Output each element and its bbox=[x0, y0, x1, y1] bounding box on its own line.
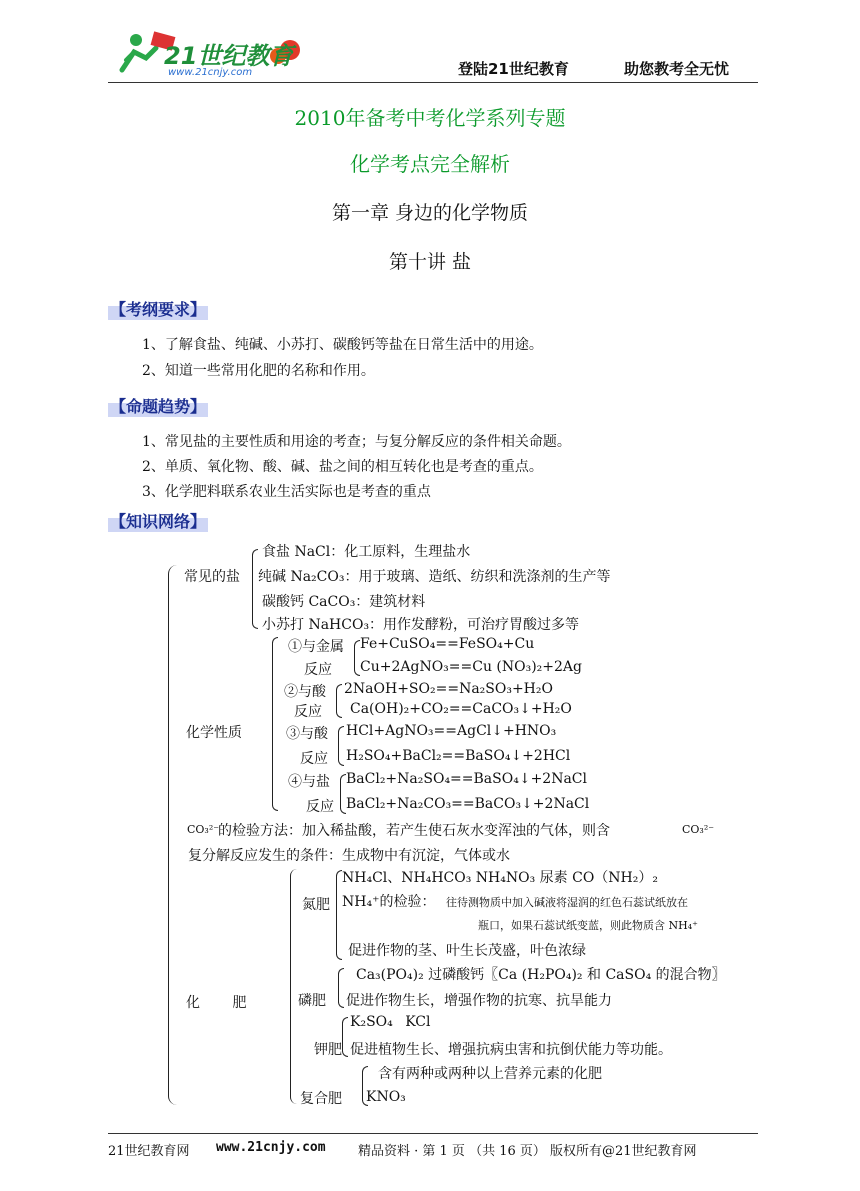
common-salt-label: 常见的盐 bbox=[184, 569, 240, 585]
compound-item: 含有两种或两种以上营养元素的化肥 bbox=[378, 1066, 602, 1082]
nitrogen-item: NH₄⁺的检验： bbox=[342, 894, 436, 910]
phosphorus-item: Ca₃(PO₄)₂ 过磷酸钙〖Ca (H₂PO₄)₂ 和 CaSO₄ 的混合物〗 bbox=[356, 967, 726, 983]
co3-formula: CO₃²⁻ bbox=[682, 823, 715, 836]
logo-url-text: www.21cnjy.com bbox=[168, 67, 253, 78]
nitrogen-item: NH₄Cl、NH₄HCO₃ NH₄NO₃ 尿素 CO（NH₂）₂ bbox=[342, 870, 658, 886]
reaction-label: 反应 bbox=[300, 751, 328, 767]
title-analysis: 化学考点完全解析 bbox=[350, 152, 510, 176]
footer-site: 21世纪教育网 bbox=[108, 1144, 190, 1159]
compound-label: 复合肥 bbox=[300, 1091, 342, 1107]
reaction-label: 反应 bbox=[304, 662, 332, 678]
common-salt-item: 食盐 NaCl：化工原料，生理盐水 bbox=[262, 544, 471, 560]
footer-info: 精品资料 · 第 1 页 （共 16 页） 版权所有@21世纪教育网 bbox=[358, 1144, 697, 1159]
section-trends: 【命题趋势】 bbox=[108, 394, 208, 417]
phosphorus-label: 磷肥 bbox=[298, 993, 326, 1009]
equation: BaCl₂+Na₂CO₃==BaCO₃↓+2NaCl bbox=[346, 796, 590, 812]
header-slogan-left: 登陆21世纪教育 bbox=[458, 60, 569, 78]
header-slogan-right: 助您教考全无忧 bbox=[624, 60, 730, 78]
common-salt-item: 碳酸钙 CaCO₃：建筑材料 bbox=[262, 594, 426, 610]
nitrogen-item: 促进作物的茎、叶生长茂盛，叶色浓绿 bbox=[348, 943, 586, 959]
section-requirements: 【考纲要求】 bbox=[108, 297, 208, 320]
phosphorus-bracket bbox=[338, 968, 344, 1008]
reaction-label: 反应 bbox=[294, 704, 322, 720]
equation: H₂SO₄+BaCl₂==BaSO₄↓+2HCl bbox=[346, 748, 571, 764]
potassium-bracket bbox=[342, 1017, 348, 1057]
common-salt-item: 纯碱 Na₂CO₃：用于玻璃、造纸、纺织和洗涤剂的生产等 bbox=[258, 569, 611, 585]
compound-item: KNO₃ bbox=[366, 1089, 406, 1105]
equation: Fe+CuSO₄==FeSO₄+Cu bbox=[360, 636, 535, 652]
fertilizer-brace bbox=[290, 869, 297, 1104]
fertilizer-label: 化 肥 bbox=[186, 995, 247, 1011]
reaction-label: ④与盐 bbox=[288, 774, 330, 790]
common-salt-item: 小苏打 NaHCO₃：用作发酵粉，可治疗胃酸过多等 bbox=[262, 617, 580, 633]
reaction-label: ②与酸 bbox=[284, 684, 326, 700]
chem-prop-bracket bbox=[272, 637, 278, 811]
title-chapter: 第一章 身边的化学物质 bbox=[331, 202, 529, 224]
co3-formula: CO₃²⁻ bbox=[187, 823, 220, 836]
potassium-item: K₂SO₄ KCl bbox=[350, 1014, 431, 1030]
equation: 2NaOH+SO₂==Na₂SO₃+H₂O bbox=[344, 681, 553, 697]
footer-rule bbox=[108, 1133, 758, 1134]
reaction-label: ①与金属 bbox=[288, 639, 344, 655]
reaction-label: 反应 bbox=[306, 799, 334, 815]
equation: BaCl₂+Na₂SO₄==BaSO₄↓+2NaCl bbox=[346, 771, 587, 787]
requirement-item: 1、了解食盐、纯碱、小苏打、碳酸钙等盐在日常生活中的用途。 bbox=[142, 337, 543, 353]
double-decomp-condition: 复分解反应发生的条件：生成物中有沉淀，气体或水 bbox=[188, 848, 510, 864]
reaction-label: ③与酸 bbox=[286, 726, 328, 742]
equation: Ca(OH)₂+CO₂==CaCO₃↓+H₂O bbox=[350, 701, 572, 717]
nitrogen-item: 瓶口，如果石蕊试纸变蓝，则此物质含 NH₄⁺ bbox=[478, 919, 698, 932]
section-network: 【知识网络】 bbox=[108, 509, 208, 532]
trend-item: 1、常见盐的主要性质和用途的考查；与复分解反应的条件相关命题。 bbox=[142, 434, 571, 450]
outer-brace bbox=[168, 565, 177, 1105]
title-lecture: 第十讲 盐 bbox=[388, 251, 472, 273]
equation: Cu+2AgNO₃==Cu (NO₃)₂+2Ag bbox=[360, 659, 583, 675]
logo bbox=[112, 30, 302, 82]
phosphorus-item: 促进作物生长，增强作物的抗寒、抗旱能力 bbox=[346, 993, 612, 1009]
requirement-item: 2、知道一些常用化肥的名称和作用。 bbox=[142, 363, 375, 379]
trend-item: 3、化学肥料联系农业生活实际也是考查的重点 bbox=[142, 484, 431, 500]
header-rule bbox=[108, 82, 758, 83]
potassium-item: 促进植物生长、增强抗病虫害和抗倒伏能力等功能。 bbox=[350, 1042, 672, 1058]
reaction-bracket bbox=[338, 726, 344, 766]
nitrogen-item: 往待测物质中加入碱液将湿润的红色石蕊试纸放在 bbox=[446, 896, 688, 909]
trend-item: 2、单质、氧化物、酸、碱、盐之间的相互转化也是考查的重点。 bbox=[142, 459, 543, 475]
title-series: 2010年备考中考化学系列专题 bbox=[294, 106, 566, 130]
equation: HCl+AgNO₃==AgCl↓+HNO₃ bbox=[346, 723, 557, 739]
potassium-label: 钾肥 bbox=[314, 1042, 342, 1058]
chem-prop-label: 化学性质 bbox=[186, 725, 242, 741]
logo-main-text: 21世纪教育 bbox=[164, 42, 294, 70]
footer-url[interactable]: www.21cnjy.com bbox=[216, 1140, 326, 1155]
common-salt-bracket bbox=[252, 549, 258, 629]
reaction-bracket bbox=[336, 684, 342, 718]
co3-test-text: 的检验方法：加入稀盐酸，若产生使石灰水变浑浊的气体，则含 bbox=[218, 823, 610, 839]
nitrogen-label: 氮肥 bbox=[302, 897, 330, 913]
